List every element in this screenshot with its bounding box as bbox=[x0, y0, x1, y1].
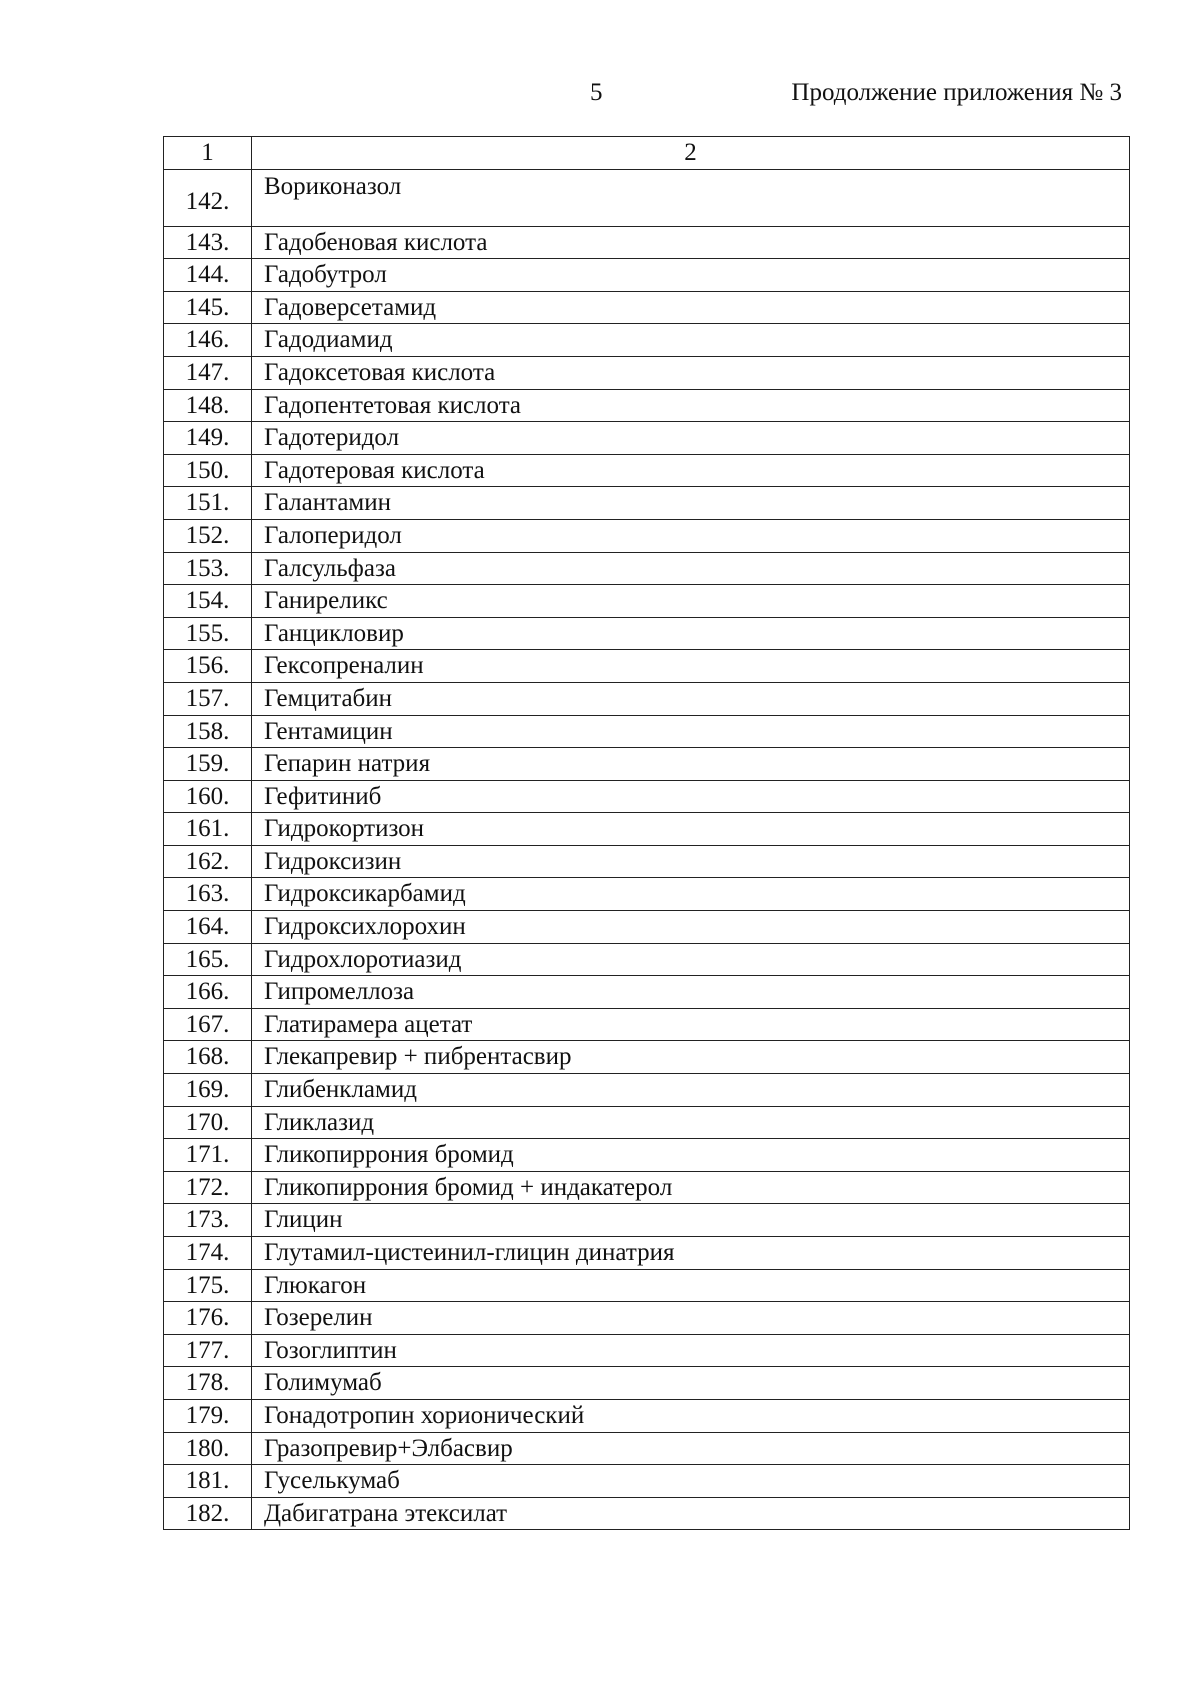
row-number: 181. bbox=[164, 1465, 252, 1498]
row-number: 177. bbox=[164, 1334, 252, 1367]
drug-name: Гипромеллоза bbox=[252, 976, 1130, 1009]
drug-name: Гликопиррония бромид bbox=[252, 1139, 1130, 1172]
row-number: 179. bbox=[164, 1399, 252, 1432]
row-number: 172. bbox=[164, 1171, 252, 1204]
table-row bbox=[164, 1237, 1130, 1270]
table-row bbox=[164, 1399, 1130, 1432]
drug-name: Глибенкламид bbox=[252, 1074, 1130, 1107]
table-row bbox=[164, 324, 1130, 357]
row-number: 176. bbox=[164, 1302, 252, 1335]
drug-name: Гадопентетовая кислота bbox=[252, 389, 1130, 422]
drug-name: Вориконазол bbox=[252, 169, 1130, 226]
row-number: 143. bbox=[164, 226, 252, 259]
row-number: 180. bbox=[164, 1432, 252, 1465]
row-number: 161. bbox=[164, 813, 252, 846]
table-row bbox=[164, 1302, 1130, 1335]
row-number: 150. bbox=[164, 454, 252, 487]
continuation-header: Продолжение приложения № 3 bbox=[791, 79, 1122, 106]
drug-name: Гидроксизин bbox=[252, 845, 1130, 878]
table-row bbox=[164, 976, 1130, 1009]
drug-name: Гразопревир+Элбасвир bbox=[252, 1432, 1130, 1465]
table-row bbox=[164, 845, 1130, 878]
table-row bbox=[164, 682, 1130, 715]
table-row bbox=[164, 487, 1130, 520]
table-row bbox=[164, 169, 1130, 226]
drug-name: Гидроксихлорохин bbox=[252, 911, 1130, 944]
drug-name: Гадобеновая кислота bbox=[252, 226, 1130, 259]
row-number: 151. bbox=[164, 487, 252, 520]
row-number: 159. bbox=[164, 748, 252, 781]
table-row bbox=[164, 1432, 1130, 1465]
table-row bbox=[164, 1269, 1130, 1302]
table-row bbox=[164, 519, 1130, 552]
row-number: 165. bbox=[164, 943, 252, 976]
drug-name: Гадоверсетамид bbox=[252, 291, 1130, 324]
table-row bbox=[164, 943, 1130, 976]
row-number: 178. bbox=[164, 1367, 252, 1400]
drug-name: Гефитиниб bbox=[252, 780, 1130, 813]
table-row bbox=[164, 813, 1130, 846]
row-number: 171. bbox=[164, 1139, 252, 1172]
row-number: 168. bbox=[164, 1041, 252, 1074]
row-number: 163. bbox=[164, 878, 252, 911]
table-row bbox=[164, 1074, 1130, 1107]
table-row bbox=[164, 585, 1130, 618]
row-number: 175. bbox=[164, 1269, 252, 1302]
table-row bbox=[164, 780, 1130, 813]
drug-name: Гликлазид bbox=[252, 1106, 1130, 1139]
row-number: 146. bbox=[164, 324, 252, 357]
row-number: 158. bbox=[164, 715, 252, 748]
row-number: 155. bbox=[164, 617, 252, 650]
drug-name: Гликопиррония бромид + индакатерол bbox=[252, 1171, 1130, 1204]
drug-name: Глюкагон bbox=[252, 1269, 1130, 1302]
table-header-row bbox=[164, 137, 1130, 170]
drug-name: Гозерелин bbox=[252, 1302, 1130, 1335]
drug-name: Глицин bbox=[252, 1204, 1130, 1237]
row-number: 142. bbox=[164, 169, 252, 226]
drug-name: Дабигатрана этексилат bbox=[252, 1497, 1130, 1530]
column-header-name: 2 bbox=[252, 137, 1130, 170]
table-row bbox=[164, 1204, 1130, 1237]
table-row bbox=[164, 1171, 1130, 1204]
table-row bbox=[164, 552, 1130, 585]
table-row bbox=[164, 1139, 1130, 1172]
drug-name: Гепарин натрия bbox=[252, 748, 1130, 781]
table-row bbox=[164, 748, 1130, 781]
row-number: 174. bbox=[164, 1237, 252, 1270]
row-number: 145. bbox=[164, 291, 252, 324]
table-row bbox=[164, 1497, 1130, 1530]
row-number: 162. bbox=[164, 845, 252, 878]
table-row bbox=[164, 911, 1130, 944]
row-number: 157. bbox=[164, 682, 252, 715]
drug-table bbox=[163, 136, 1130, 1530]
drug-name: Гадодиамид bbox=[252, 324, 1130, 357]
table-row bbox=[164, 1334, 1130, 1367]
table-row bbox=[164, 259, 1130, 292]
row-number: 148. bbox=[164, 389, 252, 422]
drug-name: Гексопреналин bbox=[252, 650, 1130, 683]
drug-name: Гадобутрол bbox=[252, 259, 1130, 292]
drug-name: Глекапревир + пибрентасвир bbox=[252, 1041, 1130, 1074]
row-number: 147. bbox=[164, 356, 252, 389]
drug-name: Гидрохлоротиазид bbox=[252, 943, 1130, 976]
table-row bbox=[164, 650, 1130, 683]
drug-name: Глутамил-цистеинил-глицин динатрия bbox=[252, 1237, 1130, 1270]
row-number: 144. bbox=[164, 259, 252, 292]
table-row bbox=[164, 617, 1130, 650]
table-body bbox=[164, 137, 1130, 1530]
table-row bbox=[164, 1106, 1130, 1139]
table-row bbox=[164, 1008, 1130, 1041]
row-number: 167. bbox=[164, 1008, 252, 1041]
drug-name: Гидрокортизон bbox=[252, 813, 1130, 846]
row-number: 154. bbox=[164, 585, 252, 618]
table-row bbox=[164, 1465, 1130, 1498]
drug-name: Гозоглиптин bbox=[252, 1334, 1130, 1367]
row-number: 156. bbox=[164, 650, 252, 683]
row-number: 152. bbox=[164, 519, 252, 552]
row-number: 182. bbox=[164, 1497, 252, 1530]
table-row bbox=[164, 454, 1130, 487]
drug-name: Ганцикловир bbox=[252, 617, 1130, 650]
drug-name: Гадотеридол bbox=[252, 422, 1130, 455]
drug-name: Голимумаб bbox=[252, 1367, 1130, 1400]
drug-name: Галоперидол bbox=[252, 519, 1130, 552]
drug-name: Гадоксетовая кислота bbox=[252, 356, 1130, 389]
row-number: 164. bbox=[164, 911, 252, 944]
table-row bbox=[164, 1367, 1130, 1400]
row-number: 153. bbox=[164, 552, 252, 585]
table-row bbox=[164, 291, 1130, 324]
table-row bbox=[164, 422, 1130, 455]
row-number: 169. bbox=[164, 1074, 252, 1107]
table-row bbox=[164, 878, 1130, 911]
table-row bbox=[164, 715, 1130, 748]
drug-name: Глатирамера ацетат bbox=[252, 1008, 1130, 1041]
column-header-number: 1 bbox=[164, 137, 252, 170]
drug-name: Гидроксикарбамид bbox=[252, 878, 1130, 911]
table-row bbox=[164, 389, 1130, 422]
drug-name: Гемцитабин bbox=[252, 682, 1130, 715]
table-row bbox=[164, 356, 1130, 389]
drug-name: Галсульфаза bbox=[252, 552, 1130, 585]
table-row bbox=[164, 1041, 1130, 1074]
drug-name: Ганиреликс bbox=[252, 585, 1130, 618]
drug-name: Галантамин bbox=[252, 487, 1130, 520]
drug-name: Гадотеровая кислота bbox=[252, 454, 1130, 487]
page-number: 5 bbox=[590, 79, 603, 106]
row-number: 173. bbox=[164, 1204, 252, 1237]
row-number: 160. bbox=[164, 780, 252, 813]
row-number: 166. bbox=[164, 976, 252, 1009]
row-number: 170. bbox=[164, 1106, 252, 1139]
row-number: 149. bbox=[164, 422, 252, 455]
table-row bbox=[164, 226, 1130, 259]
drug-name: Гентамицин bbox=[252, 715, 1130, 748]
drug-name: Гонадотропин хорионический bbox=[252, 1399, 1130, 1432]
drug-name: Гуселькумаб bbox=[252, 1465, 1130, 1498]
